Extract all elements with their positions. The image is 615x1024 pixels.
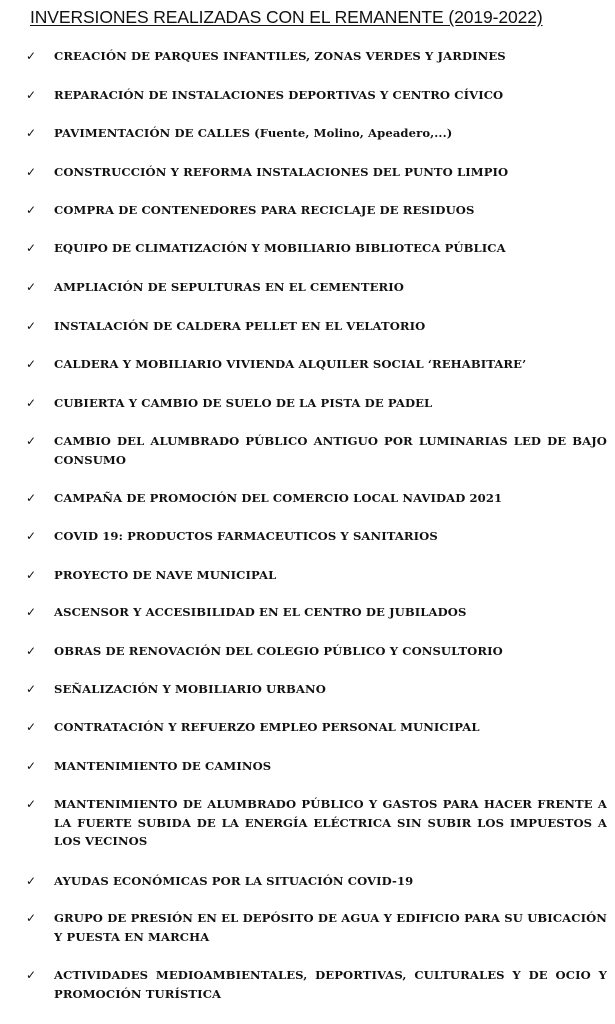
list-item [26,163,607,182]
checkmark-icon: ✓ [26,49,37,63]
checkmark-icon: ✓ [26,874,37,888]
list-item [26,909,607,946]
list-item [26,239,607,258]
list-item-text: PAVIMENTACIÓN DE CALLES (Fuente, Molino, Apeadero,...) [54,126,453,140]
checkmark-icon: ✓ [26,491,37,505]
checkmark-icon: ✓ [26,797,37,811]
checkmark-icon: ✓ [26,529,37,543]
list-item-text: AMPLIACIÓN DE SEPULTURAS EN EL CEMENTERIO [54,280,404,294]
list-item [26,680,607,699]
list-item [26,86,607,105]
list-item-text: CONSTRUCCIÓN Y REFORMA INSTALACIONES DEL PUNTO LIMPIO [54,165,509,179]
list-item-text: MANTENIMIENTO DE CAMINOS [54,759,272,773]
list-item-text: GRUPO DE PRESIÓN EN EL DEPÓSITO DE AGUA Y EDIFICIO PARA SU UBICACIÓN Y PUESTA EN MARCHA [54,911,607,944]
list-item [26,394,607,413]
list-item [26,317,607,336]
list-item [26,278,607,297]
checkmark-icon: ✓ [26,682,37,696]
checkmark-icon: ✓ [26,968,37,982]
list-item [26,566,607,585]
list-item [26,603,607,622]
list-item-text: COMPRA DE CONTENEDORES PARA RECICLAJE DE RESIDUOS [54,203,475,217]
checkmark-icon: ✓ [26,605,37,619]
checkmark-icon: ✓ [26,568,37,582]
checkmark-icon: ✓ [26,203,37,217]
checkmark-icon: ✓ [26,720,37,734]
list-item-text: PROYECTO DE NAVE MUNICIPAL [54,568,277,582]
list-item-text: CAMBIO DEL ALUMBRADO PÚBLICO ANTIGUO POR LUMINARIAS LED DE BAJO CONSUMO [54,434,607,467]
checkmark-icon: ✓ [26,911,37,925]
list-item [26,718,607,737]
list-item [26,489,607,508]
checkmark-icon: ✓ [26,396,37,410]
checkmark-icon: ✓ [26,434,37,448]
list-item [26,795,607,851]
checkmark-icon: ✓ [26,319,37,333]
list-item-text: CUBIERTA Y CAMBIO DE SUELO DE LA PISTA DE PADEL [54,396,433,410]
list-item [26,432,607,469]
list-item-text: CREACIÓN DE PARQUES INFANTILES, ZONAS VERDES Y JARDINES [54,49,506,63]
checkmark-icon: ✓ [26,126,37,140]
list-item [26,966,607,1003]
list-item-text: CONTRATACIÓN Y REFUERZO EMPLEO PERSONAL MUNICIPAL [54,720,480,734]
list-item-text: COVID 19: PRODUCTOS FARMACEUTICOS Y SANITARIOS [54,529,438,543]
list-item [26,47,607,66]
list-item-text: REPARACIÓN DE INSTALACIONES DEPORTIVAS Y CENTRO CÍVICO [54,88,504,102]
page-title: INVERSIONES REALIZADAS CON EL REMANENTE (2019-2022) [30,7,543,27]
checkmark-icon: ✓ [26,88,37,102]
list-item-text: OBRAS DE RENOVACIÓN DEL COLEGIO PÚBLICO Y CONSULTORIO [54,644,503,658]
checkmark-icon: ✓ [26,280,37,294]
list-item-text: ACTIVIDADES MEDIOAMBIENTALES, DEPORTIVAS, CULTURALES Y DE OCIO Y PROMOCIÓN TURÍSTICA [54,968,607,1001]
checkmark-icon: ✓ [26,644,37,658]
list-item-text: MANTENIMIENTO DE ALUMBRADO PÚBLICO Y GASTOS PARA HACER FRENTE A LA FUERTE SUBIDA DE LA ENERGÍA ELÉCTRICA SIN SUBIR LOS IMPUESTOS A LOS VECINOS [54,797,607,848]
list-item-text: INSTALACIÓN DE CALDERA PELLET EN EL VELATORIO [54,319,426,333]
list-item-text: ASCENSOR Y ACCESIBILIDAD EN EL CENTRO DE JUBILADOS [54,605,467,619]
list-item [26,201,607,220]
list-item-text: CALDERA Y MOBILIARIO VIVIENDA ALQUILER SOCIAL ‘REHABITARE’ [54,357,527,371]
checkmark-icon: ✓ [26,241,37,255]
list-item-text: EQUIPO DE CLIMATIZACIÓN Y MOBILIARIO BIBLIOTECA PÚBLICA [54,241,506,255]
list-item-text: SEÑALIZACIÓN Y MOBILIARIO URBANO [54,682,326,696]
checkmark-icon: ✓ [26,165,37,179]
checkmark-icon: ✓ [26,759,37,773]
list-item [26,872,607,891]
list-item [26,124,607,143]
list-item-text: AYUDAS ECONÓMICAS POR LA SITUACIÓN COVID-19 [54,874,414,888]
list-item-text: CAMPAÑA DE PROMOCIÓN DEL COMERCIO LOCAL NAVIDAD 2021 [54,491,503,505]
list-item [26,355,607,374]
list-item [26,757,607,776]
list-item [26,527,607,546]
list-item [26,642,607,661]
checkmark-icon: ✓ [26,357,37,371]
